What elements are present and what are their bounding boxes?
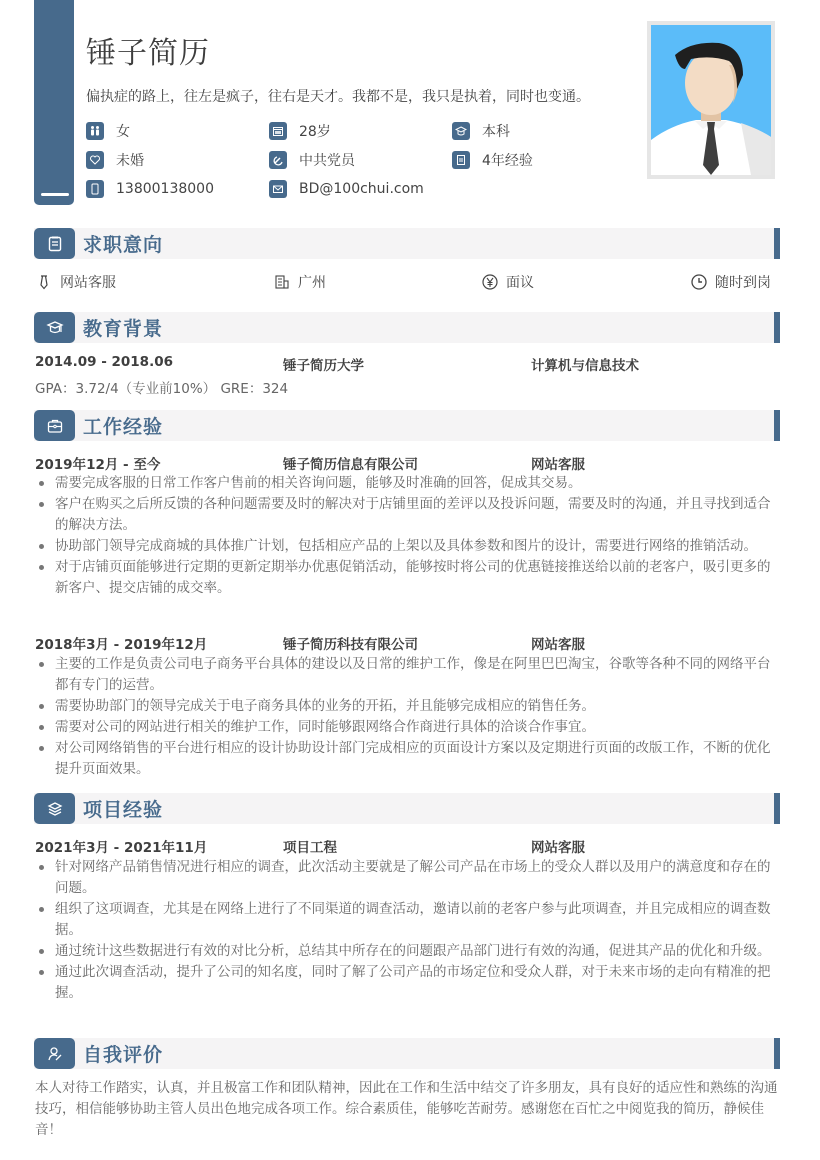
duty-item: 组织了这项调查，尤其是在网络上进行了不同渠道的调查活动，邀请以前的老客户参与此项调查，并且完成相应的调查数据。 xyxy=(35,899,775,941)
edu-school: 锤子简历大学 xyxy=(283,358,364,374)
info-email xyxy=(269,178,424,200)
job-row xyxy=(35,633,780,653)
info-value: 28岁 xyxy=(299,124,331,140)
education-row xyxy=(35,354,780,374)
header-accent-bar xyxy=(34,0,74,205)
section-header-self-eval xyxy=(34,1038,780,1069)
intent-position: 网站客服 xyxy=(36,272,116,292)
section-accent xyxy=(774,228,780,259)
calendar-icon xyxy=(269,122,287,140)
section-title: 工作经验 xyxy=(83,416,164,438)
intent-icon xyxy=(34,228,75,259)
layers-icon xyxy=(34,793,75,824)
intent-city: 广州 xyxy=(274,272,326,292)
job-position: 网站客服 xyxy=(531,457,585,473)
briefcase-icon xyxy=(34,410,75,441)
info-experience xyxy=(452,149,533,171)
motto: 偏执症的路上，往左是疯子，往右是天才。我都不是，我只是执着，同时也变通。 xyxy=(86,89,590,105)
project-row xyxy=(35,836,780,856)
duty-item: 需要对公司的网站进行相关的维护工作，同时能够跟网络合作商进行具体的洽谈合作事宜。 xyxy=(35,717,775,738)
section-header-education xyxy=(34,312,780,343)
profile-photo xyxy=(647,21,775,179)
job-duties xyxy=(35,654,775,780)
info-value: BD@100chui.com xyxy=(299,181,424,197)
section-accent xyxy=(774,312,780,343)
graduation-cap-icon xyxy=(34,312,75,343)
job-duties xyxy=(35,473,775,599)
user-edit-icon xyxy=(34,1038,75,1069)
intent-salary: 面议 xyxy=(482,272,534,292)
yen-icon xyxy=(482,274,498,290)
project-period: 2021年3月 - 2021年11月 xyxy=(35,840,208,856)
project-duties xyxy=(35,857,775,1004)
section-title: 求职意向 xyxy=(83,234,164,256)
info-political xyxy=(269,149,355,171)
graduation-icon xyxy=(452,122,470,140)
info-value: 未婚 xyxy=(116,153,144,169)
job-position: 网站客服 xyxy=(531,637,585,653)
intent-availability: 随时到岗 xyxy=(691,272,771,292)
info-age xyxy=(269,120,331,142)
section-title: 教育背景 xyxy=(83,318,164,340)
duty-item: 通过统计这些数据进行有效的对比分析，总结其中所存在的问题跟产品部门进行有效的沟通，促进其产品的优化和升级。 xyxy=(35,941,775,962)
avatar-illustration xyxy=(651,25,771,175)
job-company: 锤子简历信息有限公司 xyxy=(283,457,418,473)
section-accent xyxy=(774,410,780,441)
job-period: 2019年12月 - 至今 xyxy=(35,457,161,473)
job-intent xyxy=(36,272,776,294)
resume-name: 锤子简历 xyxy=(86,36,210,71)
info-value: 4年经验 xyxy=(482,153,533,169)
info-marital xyxy=(86,149,144,171)
edu-period: 2014.09 - 2018.06 xyxy=(35,354,173,370)
info-value: 女 xyxy=(116,124,130,140)
accent-dash xyxy=(41,193,69,196)
clock-icon xyxy=(691,274,707,290)
job-row xyxy=(35,453,780,473)
self-evaluation-text: 本人对待工作踏实，认真，并且极富工作和团队精神，因此在工作和生活中结交了许多朋友，具有良好的适应性和熟练的沟通技巧，相信能够协助主管人员出色地完成各项工作。综合素质佳，能够吃苦耐劳。感谢您在百忙之中阅览我的简历，静候佳音！ xyxy=(35,1080,778,1138)
section-header-project xyxy=(34,793,780,824)
info-value: 13800138000 xyxy=(116,181,214,197)
info-gender xyxy=(86,120,130,142)
job-company: 锤子简历科技有限公司 xyxy=(283,637,418,653)
section-accent xyxy=(774,793,780,824)
info-value: 本科 xyxy=(482,124,510,140)
party-icon xyxy=(269,151,287,169)
project-name: 项目工程 xyxy=(283,840,337,856)
info-phone xyxy=(86,178,214,200)
building-icon xyxy=(274,274,290,290)
duty-item: 协助部门领导完成商城的具体推广计划，包括相应产品的上架以及具体参数和图片的设计，需要进行网络的推销活动。 xyxy=(35,536,775,557)
edu-detail: GPA：3.72/4（专业前10%） GRE：324 xyxy=(35,381,289,397)
duty-item: 主要的工作是负责公司电子商务平台具体的建设以及日常的维护工作，像是在阿里巴巴淘宝，谷歌等各种不同的网络平台都有专门的运营。 xyxy=(35,654,775,696)
clipboard-icon xyxy=(452,151,470,169)
edu-major: 计算机与信息技术 xyxy=(531,358,639,374)
phone-icon xyxy=(86,180,104,198)
duty-item: 需要协助部门的领导完成关于电子商务具体的业务的开拓，并且能够完成相应的销售任务。 xyxy=(35,696,775,717)
section-header-intent xyxy=(34,228,780,259)
duty-item: 针对网络产品销售情况进行相应的调查，此次活动主要就是了解公司产品在市场上的受众人群以及用户的满意度和存在的问题。 xyxy=(35,857,775,899)
mail-icon xyxy=(269,180,287,198)
tie-icon xyxy=(36,274,52,290)
duty-item: 通过此次调查活动，提升了公司的知名度，同时了解了公司产品的市场定位和受众人群，对于未来市场的走向有精准的把握。 xyxy=(35,962,775,1004)
info-value: 中共党员 xyxy=(299,153,355,169)
gender-icon xyxy=(86,122,104,140)
duty-item: 对公司网络销售的平台进行相应的设计协助设计部门完成相应的页面设计方案以及定期进行页面的改版工作，不断的优化提升页面效果。 xyxy=(35,738,775,780)
job-period: 2018年3月 - 2019年12月 xyxy=(35,637,208,653)
duty-item: 客户在购买之后所反馈的各种问题需要及时的解决对于店铺里面的差评以及投诉问题，需要及时的沟通，并且寻找到适合的解决方法。 xyxy=(35,494,775,536)
duty-item: 需要完成客服的日常工作客户售前的相关咨询问题，能够及时准确的回答，促成其交易。 xyxy=(35,473,775,494)
section-accent xyxy=(774,1038,780,1069)
info-degree xyxy=(452,120,510,142)
heart-icon xyxy=(86,151,104,169)
duty-item: 对于店铺页面能够进行定期的更新定期举办优惠促销活动，能够按时将公司的优惠链接推送给以前的老客户，吸引更多的新客户、提交店铺的成交率。 xyxy=(35,557,775,599)
section-header-work xyxy=(34,410,780,441)
section-title: 自我评价 xyxy=(83,1044,164,1066)
project-role: 网站客服 xyxy=(531,840,585,856)
section-title: 项目经验 xyxy=(83,799,164,821)
